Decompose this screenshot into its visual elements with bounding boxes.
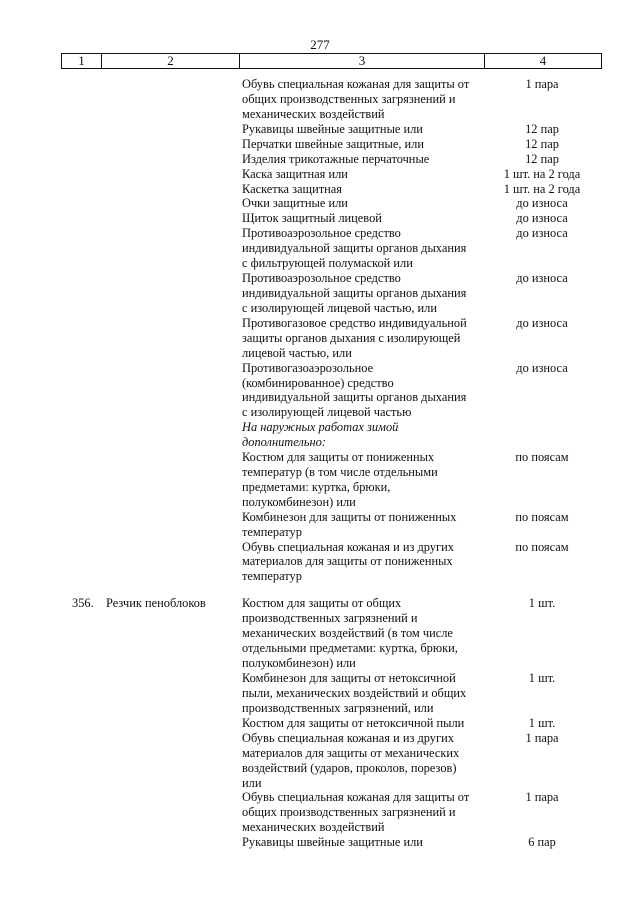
- item-text: или: [242, 776, 262, 790]
- item-text: температур (в том числе отдельными: [242, 465, 438, 479]
- norm-value: по поясам: [515, 510, 569, 524]
- item-text: Каскетка защитная: [242, 182, 342, 196]
- item-text: отдельными предметами: куртка, брюки,: [242, 641, 458, 655]
- norm-value: до износа: [516, 226, 568, 240]
- item-text: Противогазоаэрозольное: [242, 361, 374, 375]
- norm-value: до износа: [516, 196, 568, 210]
- item-text: Обувь специальная кожаная для защиты от: [242, 790, 470, 804]
- item-text: Комбинезон для защиты от пониженных: [242, 510, 457, 524]
- norm-value: 6 пар: [528, 835, 556, 849]
- norm-value: 1 шт. на 2 года: [503, 167, 581, 181]
- item-number: 356.: [72, 596, 94, 610]
- item-text: общих производственных загрязнений и: [242, 805, 456, 819]
- item-text: с фильтрующей полумаской или: [242, 256, 413, 270]
- norm-value: до износа: [516, 211, 568, 225]
- item-text: Обувь специальная кожаная и из других: [242, 540, 454, 554]
- item-text: Изделия трикотажные перчаточные: [242, 152, 430, 166]
- item-text: Обувь специальная кожаная для защиты от: [242, 77, 470, 91]
- norm-value: до износа: [516, 271, 568, 285]
- item-text: механических воздействий: [242, 820, 385, 834]
- page-number: 277: [310, 37, 330, 52]
- norm-value: 1 шт.: [528, 671, 556, 685]
- item-text: механических воздействий (в том числе: [242, 626, 453, 640]
- norm-value: 12 пар: [525, 152, 559, 166]
- item-text: температур: [242, 525, 302, 539]
- item-text: Комбинезон для защиты от нетоксичной: [242, 671, 456, 685]
- norm-value: 1 шт.: [528, 716, 556, 730]
- item-text: производственных загрязнений, или: [242, 701, 434, 715]
- item-text: воздействий (ударов, проколов, порезов): [242, 761, 457, 775]
- profession-name: Резчик пеноблоков: [106, 596, 206, 610]
- header-col-4: 4: [539, 53, 547, 68]
- item-text: Обувь специальная кожаная и из других: [242, 731, 454, 745]
- norm-value: до износа: [516, 316, 568, 330]
- item-text: Противоаэрозольное средство: [242, 271, 401, 285]
- item-text: индивидуальной защиты органов дыхания: [242, 286, 467, 300]
- item-text: Противоаэрозольное средство: [242, 226, 401, 240]
- item-text: предметами: куртка, брюки,: [242, 480, 391, 494]
- norm-value: по поясам: [515, 540, 569, 554]
- table-header: [61, 53, 602, 69]
- item-text: Рукавицы швейные защитные или: [242, 835, 423, 849]
- norm-value: 12 пар: [525, 122, 559, 136]
- item-text: Противогазовое средство индивидуальной: [242, 316, 467, 330]
- header-col-3: 3: [240, 54, 485, 68]
- item-text: Костюм для защиты от нетоксичной пыли: [242, 716, 465, 730]
- item-text: (комбинированное) средство: [242, 376, 394, 390]
- item-text: Очки защитные или: [242, 196, 348, 210]
- item-text: Рукавицы швейные защитные или: [242, 122, 423, 136]
- item-text: Щиток защитный лицевой: [242, 211, 382, 225]
- item-text: механических воздействий: [242, 107, 385, 121]
- item-text: полукомбинезон) или: [242, 656, 356, 670]
- norm-value: 1 шт. на 2 года: [503, 182, 581, 196]
- item-text: температур: [242, 569, 302, 583]
- item-text: материалов для защиты от пониженных: [242, 554, 453, 568]
- header-col-2: 2: [102, 54, 240, 68]
- item-text: с изолирующей лицевой частью, или: [242, 301, 437, 315]
- norm-value: 1 пара: [525, 77, 559, 91]
- item-text: общих производственных загрязнений и: [242, 92, 456, 106]
- norm-value: 1 пара: [525, 790, 559, 804]
- item-text: полукомбинезон) или: [242, 495, 356, 509]
- item-text: Перчатки швейные защитные, или: [242, 137, 424, 151]
- norm-value: 1 пара: [525, 731, 559, 745]
- item-text: Костюм для защиты от пониженных: [242, 450, 435, 464]
- item-text: с изолирующей лицевой частью: [242, 405, 412, 419]
- item-text: Каска защитная или: [242, 167, 348, 181]
- norm-value: до износа: [516, 361, 568, 375]
- section-note: На наружных работах зимой: [242, 420, 399, 434]
- norm-value: по поясам: [515, 450, 569, 464]
- item-text: Костюм для защиты от общих: [242, 596, 402, 610]
- item-text: пыли, механических воздействий и общих: [242, 686, 467, 700]
- item-text: производственных загрязнений и: [242, 611, 418, 625]
- item-text: материалов для защиты от механических: [242, 746, 460, 760]
- item-text: индивидуальной защиты органов дыхания: [242, 390, 467, 404]
- norm-value: 1 шт.: [528, 596, 556, 610]
- item-text: защиты органов дыхания с изолирующей: [242, 331, 461, 345]
- section-note: дополнительно:: [242, 435, 326, 449]
- item-text: лицевой частью, или: [242, 346, 352, 360]
- item-text: индивидуальной защиты органов дыхания: [242, 241, 467, 255]
- header-col-1: 1: [62, 54, 102, 68]
- norm-value: 12 пар: [525, 137, 559, 151]
